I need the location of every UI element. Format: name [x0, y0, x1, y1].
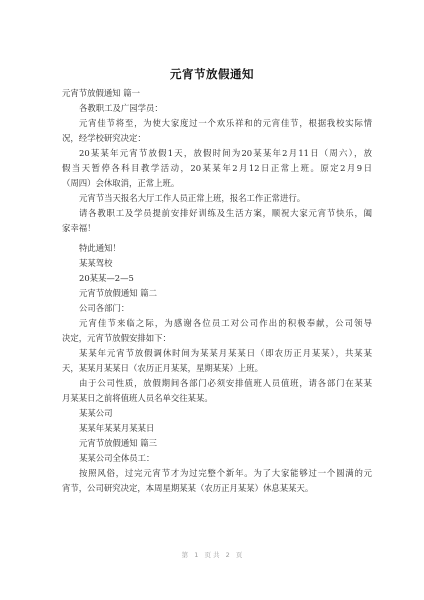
current-page-number: 1 — [194, 551, 199, 559]
page-footer — [0, 550, 424, 559]
paragraph-line: 假当天暂停各科目教学活动，20某某年2月12日正常上班。原定2月9日 — [62, 163, 372, 173]
document-body — [62, 86, 372, 496]
footer-suffix: 页 — [235, 551, 243, 559]
paragraph-line: 天，某某月某某日（农历正月某某，星期某某）上班。 — [62, 363, 263, 373]
signature: 某某公司 — [79, 408, 113, 418]
paragraph-line: 元宵节当天报名大厅工作人员正常上班，报名工作正常进行。 — [79, 193, 306, 203]
footer-prefix: 第 — [181, 551, 189, 559]
paragraph-line: 家幸福！ — [62, 223, 96, 233]
signature: 某某驾校 — [79, 258, 113, 268]
section-heading: 元宵节放假通知 篇一 — [62, 88, 141, 98]
footer-middle: 页 共 — [204, 551, 220, 559]
section-heading: 元宵节放假通知 篇二 — [79, 288, 158, 298]
paragraph-line: 请各教职工及学员提前安排好训练及生活方案，顺祝大家元宵节快乐，阖 — [79, 208, 372, 218]
paragraph-line: 决定，元宵节放假安排如下： — [62, 333, 171, 343]
paragraph-line: 20某某年元宵节放假1天，放假时间为20某某年2月11日（周六），放 — [79, 148, 372, 158]
paragraph-line: 元宵佳节将至，为使大家度过一个欢乐祥和的元宵佳节，根据我校实际情 — [79, 118, 372, 128]
document-title: 元宵节放假通知 — [170, 67, 254, 81]
salutation: 各教职工及广园学员： — [79, 103, 163, 113]
paragraph-line: 月某某日之前将值班人员名单交往某某。 — [62, 393, 213, 403]
paragraph-line: 某某年元宵节放假调休时间为某某月某某日（即农历正月某某），共某某 — [79, 348, 372, 358]
date-line: 20某某—2—5 — [79, 273, 134, 283]
salutation: 公司各部门： — [79, 303, 130, 313]
date-line: 某某年某某月某某日 — [79, 423, 155, 433]
paragraph-line: 元宵佳节来临之际，为感谢各位员工对公司作出的积极奉献，公司领导 — [79, 318, 372, 328]
paragraph-line: 宵节，公司研究决定，本周星期某某（农历正月某某）休息某某天。 — [62, 483, 314, 493]
salutation: 某某公司全体员工： — [79, 453, 155, 463]
paragraph-line: 按照风俗，过完元宵节才为过完整个新年。为了大家能够过一个圆满的元 — [79, 468, 372, 478]
closing-line: 特此通知！ — [79, 243, 121, 253]
paragraph-line: （周四）会休取消，正常上班。 — [62, 178, 180, 188]
paragraph-line: 由于公司性质，放假期间各部门必须安排值班人员值班，请各部门在某某 — [79, 378, 372, 388]
section-heading: 元宵节放假通知 篇三 — [79, 438, 158, 448]
total-page-number: 2 — [225, 551, 230, 559]
paragraph-line: 况，经学校研究决定： — [62, 133, 146, 143]
